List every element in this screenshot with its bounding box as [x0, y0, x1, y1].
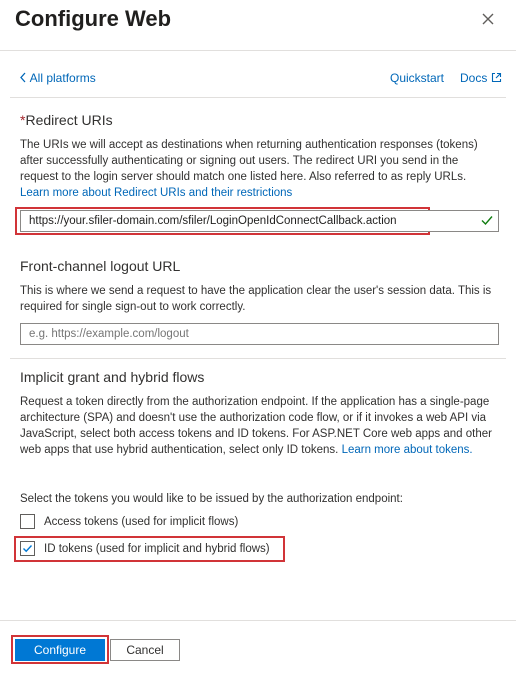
panel-title: Configure Web: [15, 6, 172, 31]
required-asterisk: *: [20, 112, 26, 128]
implicit-grant-label: Implicit grant and hybrid flows: [20, 369, 205, 385]
section-divider: [10, 358, 506, 359]
configure-button[interactable]: Configure: [15, 639, 105, 661]
id-tokens-option[interactable]: [20, 541, 270, 556]
all-platforms-label: All platforms: [29, 71, 96, 85]
all-platforms-link[interactable]: [19, 71, 96, 85]
checkbox-check-icon: [21, 542, 34, 555]
id-tokens-checkbox[interactable]: [20, 541, 35, 556]
redirect-uris-description: [20, 137, 498, 201]
redirect-description-text: The URIs we will accept as destinations when returning authentication responses (tokens) after successfully authenticating or signing out users. The redirect URI you send in the request to the login server should match one listed here. Also referred to as reply URLs.: [20, 139, 478, 183]
docs-link[interactable]: [460, 71, 502, 85]
logout-url-description: This is where we send a request to have the application clear the user's session data. This is required for single sign-out to work correctly.: [20, 285, 492, 313]
redirect-uri-input[interactable]: [20, 210, 499, 232]
header-divider: [0, 50, 516, 51]
cancel-button[interactable]: Cancel: [110, 639, 180, 661]
logout-url-input[interactable]: [20, 323, 499, 345]
id-tokens-label: ID tokens (used for implicit and hybrid flows): [44, 542, 270, 555]
redirect-learn-more-link[interactable]: Learn more about Redirect URIs and their restrictions: [20, 187, 293, 199]
quickstart-link[interactable]: Quickstart: [390, 71, 445, 85]
tokens-learn-more-link[interactable]: Learn more about tokens.: [341, 444, 473, 456]
token-select-prompt: Select the tokens you would like to be issued by the authorization endpoint:: [20, 493, 403, 505]
nav-divider: [10, 97, 506, 98]
chevron-left-icon: [19, 71, 30, 85]
footer-divider: [0, 620, 516, 621]
implicit-description-text: Request a token directly from the authorization endpoint. If the application has a single-page architecture (SPA) and doesn't use the authorization code flow, or if it invokes a web API via JavaScript, select both access tokens and ID tokens. For ASP.NET Core web apps and other web apps that use hybrid authentication, select only ID tokens.: [20, 396, 492, 456]
checkmark-valid-icon: [480, 213, 494, 232]
docs-label: Docs: [460, 71, 488, 85]
redirect-uris-heading: [20, 112, 113, 128]
logout-url-label: Front-channel logout URL: [20, 258, 181, 274]
implicit-grant-description: [20, 394, 498, 458]
redirect-uris-label: Redirect URIs: [25, 112, 113, 128]
access-tokens-checkbox[interactable]: [20, 514, 35, 529]
redirect-uri-value: https://your.sfiler-domain.com/sfiler/LoginOpenIdConnectCallback.action: [29, 215, 397, 227]
access-tokens-label: Access tokens (used for implicit flows): [44, 515, 239, 528]
access-tokens-option[interactable]: [20, 514, 238, 529]
external-link-icon: [491, 71, 502, 85]
close-icon[interactable]: [478, 9, 498, 29]
